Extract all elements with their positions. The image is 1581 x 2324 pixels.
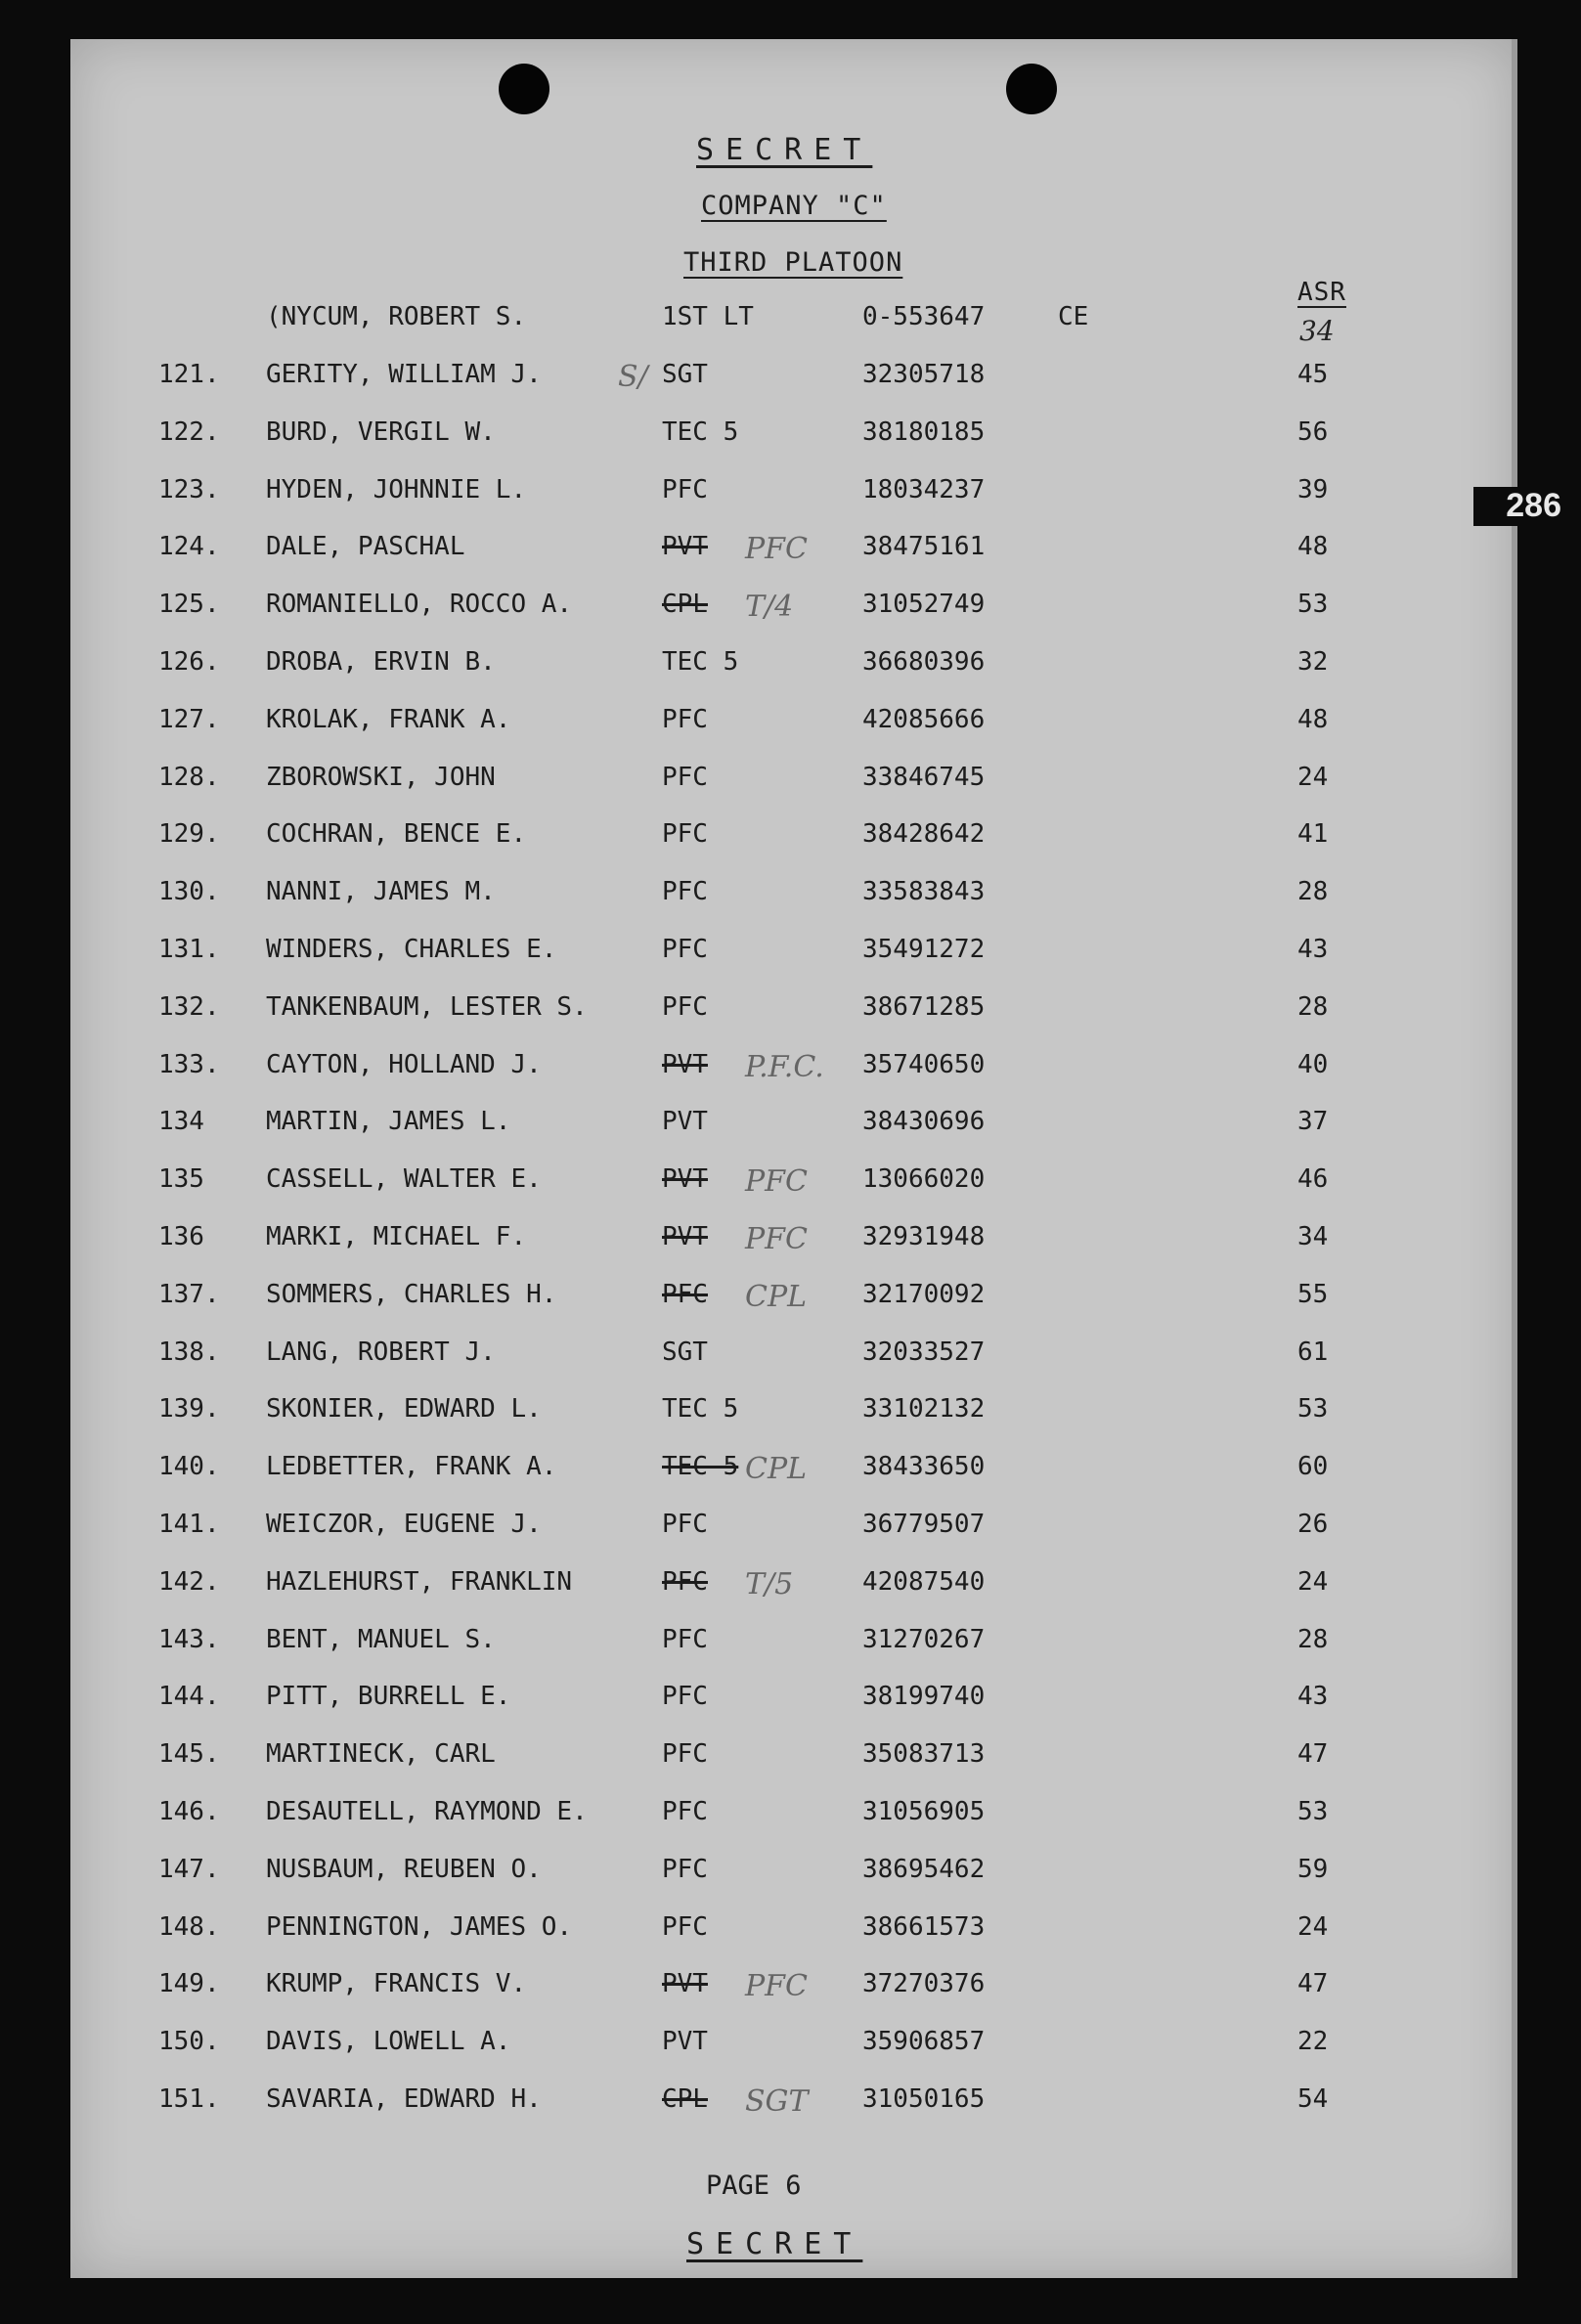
- soldier-name: LANG, ROBERT J.: [266, 1337, 496, 1367]
- serial-number: 42087540: [862, 1566, 986, 1597]
- handwritten-annotation: PFC: [745, 532, 808, 567]
- soldier-name: KRUMP, FRANCIS V.: [266, 1969, 527, 1999]
- roster-number: 124.: [158, 532, 220, 562]
- serial-number: 32931948: [862, 1222, 986, 1251]
- roster-number: 139.: [158, 1394, 220, 1425]
- officer-serial: 0-553647: [862, 302, 986, 331]
- asr-score: 26: [1297, 1510, 1329, 1539]
- asr-score: 41: [1297, 819, 1329, 850]
- asr-score: 53: [1297, 1394, 1329, 1425]
- soldier-rank: PFC: [662, 991, 708, 1022]
- roster-number: 122.: [158, 417, 220, 447]
- asr-score: 61: [1297, 1337, 1329, 1367]
- serial-number: 36680396: [862, 647, 986, 677]
- soldier-rank: PVT: [662, 1049, 708, 1079]
- officer-name: (NYCUM, ROBERT S.: [266, 302, 527, 331]
- roster-row: [70, 475, 1517, 514]
- roster-number: 125.: [158, 590, 220, 620]
- asr-score: 24: [1297, 1911, 1329, 1942]
- roster-number: 126.: [158, 647, 220, 677]
- soldier-name: WINDERS, CHARLES E.: [266, 935, 557, 964]
- roster-row: [70, 935, 1517, 974]
- serial-number: 35740650: [862, 1049, 986, 1079]
- roster-number: 136: [158, 1222, 204, 1251]
- roster-row: [70, 1394, 1517, 1433]
- serial-number: 32305718: [862, 360, 986, 389]
- roster-number: 140.: [158, 1452, 220, 1482]
- asr-score: 53: [1297, 590, 1329, 620]
- roster-number: 123.: [158, 474, 220, 504]
- soldier-name: NUSBAUM, REUBEN O.: [266, 1854, 542, 1884]
- handwritten-annotation: P.F.C.: [745, 1049, 824, 1084]
- handwritten-annotation: T/4: [745, 590, 794, 625]
- roster-number: 144.: [158, 1682, 220, 1712]
- asr-score: 28: [1297, 991, 1329, 1022]
- asr-score: 24: [1297, 1566, 1329, 1597]
- roster-number: 142.: [158, 1566, 220, 1597]
- roster-number: 129.: [158, 819, 220, 850]
- handwritten-annotation: CPL: [745, 1279, 808, 1314]
- serial-number: 38428642: [862, 819, 986, 850]
- soldier-name: COCHRAN, BENCE E.: [266, 819, 527, 850]
- soldier-rank: PFC: [662, 1279, 708, 1309]
- soldier-name: DAVIS, LOWELL A.: [266, 2027, 511, 2057]
- soldier-name: NANNI, JAMES M.: [266, 877, 496, 907]
- soldier-name: KROLAK, FRANK A.: [266, 704, 511, 734]
- asr-score: 55: [1297, 1279, 1329, 1309]
- asr-score: 48: [1297, 704, 1329, 734]
- roster-number: 127.: [158, 704, 220, 734]
- soldier-rank: CPL: [662, 590, 708, 620]
- soldier-name: MARKI, MICHAEL F.: [266, 1222, 527, 1251]
- roster-row: [70, 590, 1517, 629]
- roster-number: 141.: [158, 1510, 220, 1539]
- soldier-rank: PFC: [662, 474, 708, 504]
- serial-number: 38475161: [862, 532, 986, 562]
- soldier-rank: TEC 5: [662, 1452, 739, 1482]
- roster-row: [70, 1797, 1517, 1836]
- soldier-name: DALE, PASCHAL: [266, 532, 465, 562]
- soldier-name: BURD, VERGIL W.: [266, 417, 496, 447]
- soldier-name: WEICZOR, EUGENE J.: [266, 1510, 542, 1539]
- serial-number: 35491272: [862, 935, 986, 964]
- asr-score: 53: [1297, 1797, 1329, 1826]
- roster-row: [70, 417, 1517, 457]
- roster-row: [70, 819, 1517, 858]
- soldier-name: SKONIER, EDWARD L.: [266, 1394, 542, 1425]
- roster-number: 134: [158, 1107, 204, 1137]
- roster-row: [70, 2084, 1517, 2124]
- asr-score: 59: [1297, 1854, 1329, 1884]
- soldier-rank: PFC: [662, 704, 708, 734]
- soldier-name: BENT, MANUEL S.: [266, 1624, 496, 1654]
- soldier-name: MARTIN, JAMES L.: [266, 1107, 511, 1137]
- serial-number: 36779507: [862, 1510, 986, 1539]
- roster-row: [70, 1625, 1517, 1664]
- serial-number: 38430696: [862, 1107, 986, 1137]
- roster-number: 137.: [158, 1279, 220, 1309]
- asr-score: 34: [1297, 1222, 1329, 1251]
- serial-number: 35083713: [862, 1739, 986, 1770]
- roster-row: [70, 1969, 1517, 2008]
- roster-row: [70, 705, 1517, 744]
- soldier-rank: PFC: [662, 935, 708, 964]
- roster-number: 151.: [158, 2084, 220, 2114]
- officer-asr: 34: [1299, 315, 1335, 347]
- serial-number: 33102132: [862, 1394, 986, 1425]
- soldier-rank: PVT: [662, 532, 708, 562]
- asr-score: 32: [1297, 647, 1329, 677]
- soldier-name: DROBA, ERVIN B.: [266, 647, 496, 677]
- asr-score: 47: [1297, 1739, 1329, 1770]
- roster-row: [70, 992, 1517, 1031]
- serial-number: 31050165: [862, 2084, 986, 2114]
- asr-score: 43: [1297, 935, 1329, 964]
- soldier-rank: PFC: [662, 877, 708, 907]
- serial-number: 38695462: [862, 1854, 986, 1884]
- roster-number: 145.: [158, 1739, 220, 1770]
- roster-row: [70, 1452, 1517, 1491]
- roster-number: 130.: [158, 877, 220, 907]
- roster-number: 143.: [158, 1624, 220, 1654]
- serial-number: 33846745: [862, 762, 986, 792]
- serial-number: 35906857: [862, 2027, 986, 2057]
- roster-row: [70, 1164, 1517, 1204]
- roster-row: [70, 1739, 1517, 1778]
- roster-row: [70, 1682, 1517, 1721]
- roster-number: 138.: [158, 1337, 220, 1367]
- roster-number: 146.: [158, 1797, 220, 1826]
- soldier-rank: PVT: [662, 1969, 708, 1999]
- roster-row: [70, 877, 1517, 916]
- serial-number: 32170092: [862, 1279, 986, 1309]
- soldier-rank: CPL: [662, 2084, 708, 2114]
- asr-score: 24: [1297, 762, 1329, 792]
- soldier-rank: PFC: [662, 1510, 708, 1539]
- serial-number: 38433650: [862, 1452, 986, 1482]
- serial-number: 18034237: [862, 474, 986, 504]
- serial-number: 38671285: [862, 991, 986, 1022]
- punch-hole-left: [499, 64, 549, 114]
- asr-score: 60: [1297, 1452, 1329, 1482]
- roster-row: [70, 1567, 1517, 1606]
- roster-number: 133.: [158, 1049, 220, 1079]
- roster-number: 121.: [158, 360, 220, 389]
- roster-number: 135: [158, 1164, 204, 1195]
- classification-footer: SECRET: [686, 2227, 863, 2261]
- soldier-rank: PVT: [662, 2027, 708, 2057]
- roster-row: [70, 763, 1517, 802]
- company-title: COMPANY "C": [701, 191, 887, 221]
- roster-row: [70, 2027, 1517, 2066]
- roster-row: [70, 1510, 1517, 1549]
- handwritten-annotation: CPL: [745, 1452, 808, 1487]
- soldier-rank: PFC: [662, 1624, 708, 1654]
- serial-number: 38180185: [862, 417, 986, 447]
- soldier-rank: TEC 5: [662, 1394, 739, 1425]
- roster-number: 131.: [158, 935, 220, 964]
- handwritten-annotation: T/5: [745, 1566, 794, 1601]
- soldier-rank: PFC: [662, 1911, 708, 1942]
- handwritten-annotation: SGT: [745, 2084, 809, 2119]
- handwritten-annotation: S/: [618, 360, 648, 394]
- soldier-rank: PVT: [662, 1107, 708, 1137]
- serial-number: 38661573: [862, 1911, 986, 1942]
- soldier-name: CAYTON, HOLLAND J.: [266, 1049, 542, 1079]
- roster-row: [70, 1280, 1517, 1319]
- soldier-rank: PFC: [662, 1566, 708, 1597]
- soldier-name: LEDBETTER, FRANK A.: [266, 1452, 557, 1482]
- soldier-name: ROMANIELLO, ROCCO A.: [266, 590, 573, 620]
- roster-number: 147.: [158, 1854, 220, 1884]
- soldier-rank: TEC 5: [662, 417, 739, 447]
- asr-score: 45: [1297, 360, 1329, 389]
- soldier-name: GERITY, WILLIAM J.: [266, 360, 542, 389]
- officer-rank: 1ST LT: [662, 302, 754, 331]
- roster-row: [70, 532, 1517, 571]
- soldier-rank: PFC: [662, 762, 708, 792]
- classification-header: SECRET: [696, 133, 873, 167]
- asr-score: 22: [1297, 2027, 1329, 2057]
- document-page: [70, 39, 1517, 2278]
- soldier-rank: PFC: [662, 1682, 708, 1712]
- soldier-name: CASSELL, WALTER E.: [266, 1164, 542, 1195]
- asr-score: 54: [1297, 2084, 1329, 2114]
- soldier-name: TANKENBAUM, LESTER S.: [266, 991, 588, 1022]
- serial-number: 31052749: [862, 590, 986, 620]
- soldier-rank: PFC: [662, 1797, 708, 1826]
- soldier-rank: PFC: [662, 819, 708, 850]
- serial-number: 38199740: [862, 1682, 986, 1712]
- soldier-name: HYDEN, JOHNNIE L.: [266, 474, 527, 504]
- soldier-name: SOMMERS, CHARLES H.: [266, 1279, 557, 1309]
- roster-number: 149.: [158, 1969, 220, 1999]
- roster-row: [70, 1337, 1517, 1377]
- roster-row: [70, 1912, 1517, 1951]
- asr-score: 40: [1297, 1049, 1329, 1079]
- asr-score: 28: [1297, 1624, 1329, 1654]
- soldier-name: PITT, BURRELL E.: [266, 1682, 511, 1712]
- serial-number: 31270267: [862, 1624, 986, 1654]
- soldier-rank: SGT: [662, 360, 708, 389]
- asr-score: 28: [1297, 877, 1329, 907]
- asr-score: 48: [1297, 532, 1329, 562]
- asr-column-header: ASR: [1297, 278, 1346, 307]
- asr-score: 46: [1297, 1164, 1329, 1195]
- serial-number: 31056905: [862, 1797, 986, 1826]
- soldier-name: SAVARIA, EDWARD H.: [266, 2084, 542, 2114]
- soldier-rank: TEC 5: [662, 647, 739, 677]
- roster-row: [70, 1107, 1517, 1146]
- handwritten-annotation: PFC: [745, 1969, 808, 2004]
- roster-number: 128.: [158, 762, 220, 792]
- asr-score: 43: [1297, 1682, 1329, 1712]
- roster-row: [70, 1222, 1517, 1261]
- page-number-footer: PAGE 6: [706, 2171, 802, 2201]
- serial-number: 37270376: [862, 1969, 986, 1999]
- roster-row: [70, 647, 1517, 686]
- roster-row: [70, 1855, 1517, 1894]
- soldier-name: DESAUTELL, RAYMOND E.: [266, 1797, 588, 1826]
- serial-number: 32033527: [862, 1337, 986, 1367]
- roster-number: 150.: [158, 2027, 220, 2057]
- asr-score: 47: [1297, 1969, 1329, 1999]
- serial-number: 13066020: [862, 1164, 986, 1195]
- roster-row: [70, 1050, 1517, 1089]
- roster-number: 132.: [158, 991, 220, 1022]
- soldier-name: HAZLEHURST, FRANKLIN: [266, 1566, 573, 1597]
- officer-branch: CE: [1058, 302, 1089, 331]
- soldier-name: MARTINECK, CARL: [266, 1739, 496, 1770]
- asr-score: 56: [1297, 417, 1329, 447]
- soldier-name: PENNINGTON, JAMES O.: [266, 1911, 573, 1942]
- soldier-rank: PFC: [662, 1739, 708, 1770]
- roster-number: 148.: [158, 1911, 220, 1942]
- soldier-name: ZBOROWSKI, JOHN: [266, 762, 496, 792]
- serial-number: 33583843: [862, 877, 986, 907]
- handwritten-annotation: PFC: [745, 1164, 808, 1200]
- soldier-rank: PVT: [662, 1164, 708, 1195]
- margin-page-number: 286: [1473, 487, 1561, 526]
- asr-score: 39: [1297, 474, 1329, 504]
- soldier-rank: SGT: [662, 1337, 708, 1367]
- soldier-rank: PVT: [662, 1222, 708, 1251]
- roster-row: [70, 360, 1517, 399]
- platoon-title: THIRD PLATOON: [683, 247, 903, 278]
- soldier-rank: PFC: [662, 1854, 708, 1884]
- handwritten-annotation: PFC: [745, 1222, 808, 1256]
- punch-hole-right: [1006, 64, 1057, 114]
- serial-number: 42085666: [862, 704, 986, 734]
- asr-score: 37: [1297, 1107, 1329, 1137]
